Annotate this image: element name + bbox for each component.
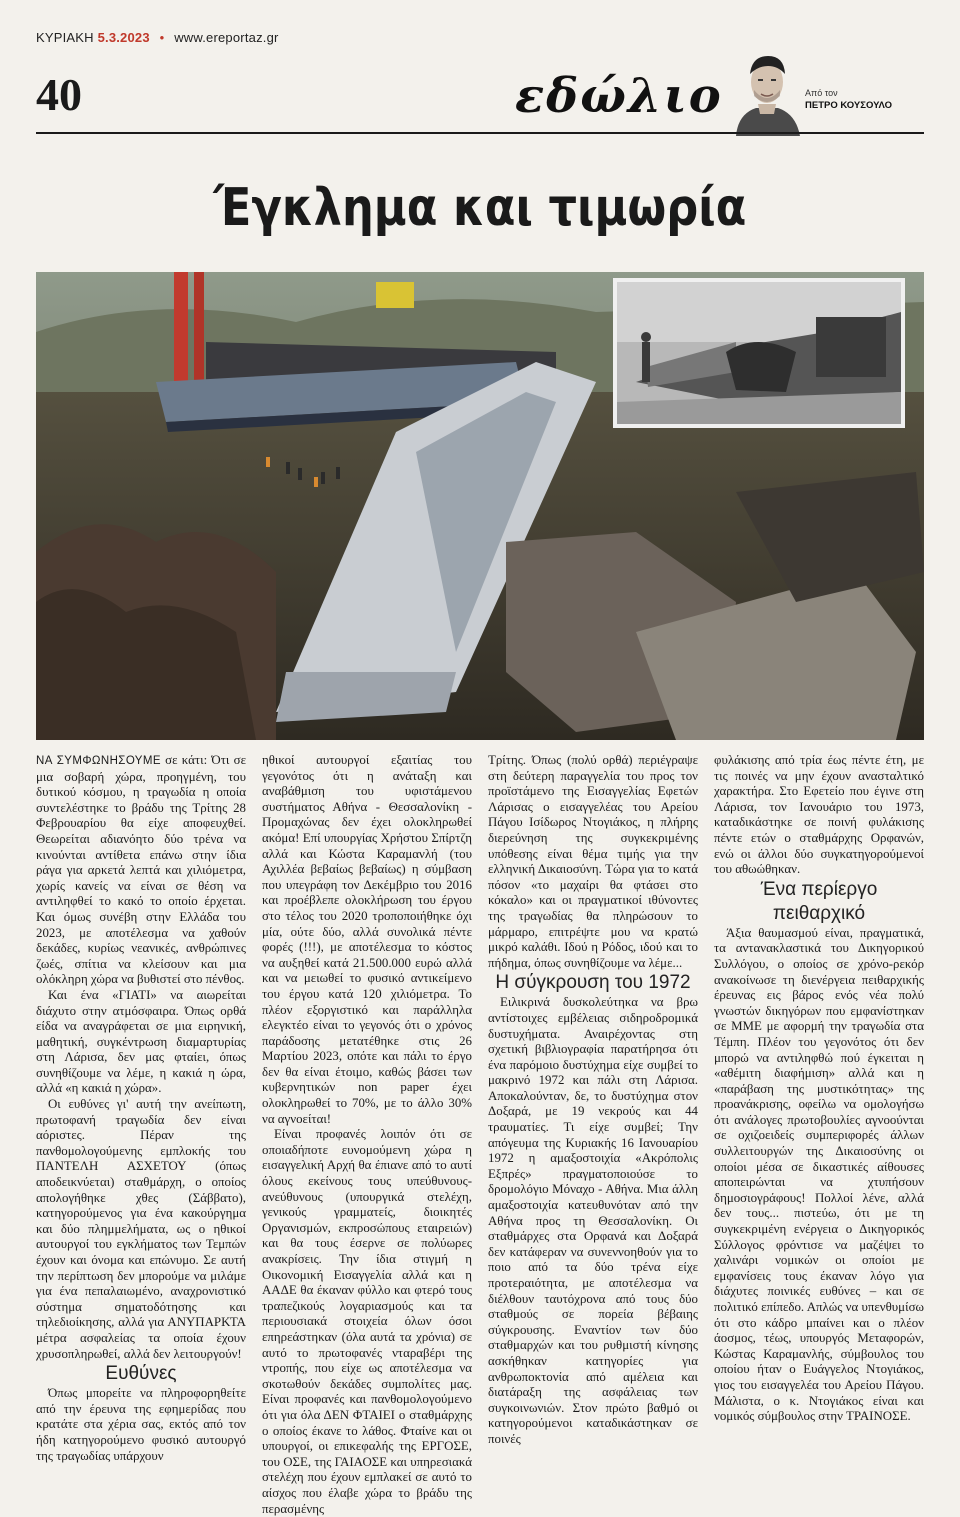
article-headline: Έγκλημα και τιμωρία bbox=[213, 178, 747, 238]
article-column-4 bbox=[714, 753, 924, 1425]
issue-date: 5.3.2023 bbox=[97, 30, 150, 45]
subheading-strange-disciplinary: Ένα περίεργο πειθαρχικό bbox=[760, 878, 878, 924]
1972-crash-inset-photo bbox=[613, 278, 905, 428]
day-label: ΚΥΡΙΑΚΗ bbox=[36, 30, 94, 45]
header-rule bbox=[36, 132, 924, 134]
website-link[interactable]: www.ereportaz.gr bbox=[174, 30, 279, 45]
article-column-3 bbox=[488, 753, 698, 1448]
subheading-responsibilities: Ευθύνες bbox=[105, 1363, 177, 1385]
paragraph: Άξια θαυμασμού είναι, πραγματικά, τα αντανακλαστικά του Δικηγορικού Συλλόγου, ο οποίος σε χρόνο-ρεκόρ ανακοίνωσε τη διενέργεια πειθαρχικής έρευνας εις βάρος ενός νέα πολύ γνωστών δικηγόρων που εμφανίστηκαν σε ΜΜΕ με αφορμή την τραγωδία στα Τέμπη. Πλέον του γεγονότος ότι δεν μπορώ να αντιληφθώ πού έγκειται η «αθέμιτη διαφήμιση» αλλά και η «παράβαση της μυστικότητας» της προανάκρισης, οφείλω να ομολογήσω ότι ανάλογες πρωτοβουλίες αγνοούνται σε οχιζοειδείς συμπεριφορές άλλων συλλειτουργών της Δικαιοσύνης οι οποίοι μέσα σε δικαστικές αίθουσες αποπειρώνται να χτυπήσουν δημοσιογράφους! Πολλοί λένε, αλλά δεν τους... πιστεύω, ότι με τη συγκεκριμένη ενέργεια ο Δικηγορικός Σύλλογος φρόντισε να μαζέψει το χαλινάρι νομικών οι οποίοι με εμφανίσεις τους έκαναν λόγο για διάχυτες ποινικές ευθύνες – και σε πολιτικό επίπεδο. Απλώς να υπενθυμίσω ότι στο κάδρο μπαίνει και ο πλέον άοσμος, τέως, υπουργός Μεταφορών, Κώστας Καραμανλής, σύμβουλος του οποίου ήταν ο Ευάγγελος Ντογιάκος, γιος του εισαγγελέα του Αρείου Πάγου. Μάλιστα, ο κ. Ντογιάκος είναι και νομικός σύμβουλος στην ΤΡΑΙΝΟΣΕ. bbox=[714, 925, 924, 1424]
article-column-1 bbox=[36, 753, 246, 1464]
paragraph: Και ένα «ΓΙΑΤΙ» να αιωρείται διάχυτο στην ατμόσφαιρα. Όπως ορθά είδα να αναγράφεται σε μια ειρηνική, μαθητική, συγκέντρωση διαμαρτυρίας στη Λάρισα, δεν μας φταίει, όπως συνηθίζουμε να λέμε, η κακιά η ώρα, αλλά «η κακιά η χώρα». bbox=[36, 987, 246, 1096]
separator-bullet: • bbox=[159, 30, 165, 45]
masthead-line bbox=[36, 30, 279, 45]
paragraph: ηθικοί αυτουργοί εξαιτίας του γεγονότος ότι η ανάταξη και αναβάθμιση του υφιστάμενου συστήματος Αθήνα - Θεσσαλονίκη - Προμαχώνας δεν έχει ολοκληρωθεί ακόμα! Επί υπουργίας Χρήστου Σπίρτζη αλλά και Κώστα Καραμανλή (του Αχιλλέα βεβαίως βεβαίως) η σύμβαση που υπεγράφη τον Δεκέμβριο του 2016 και προέβλεπε ολοκλήρωση του έργου στο τέλος του 2020 τροποποιήθηκε όχι μία, ούτε δύο, αλλά συνολικά πέντε φορές (!!!), με αποτέλεσμα το κόστος να αυξηθεί κατά 21.500.000 ευρώ αλλά και να μειωθεί το φυσικό αντικείμενο του έργου κατά 120 χιλιόμετρα. Το πλέον εξοργιστικό και παράλληλα ελεγκτέο είναι το γεγονός ότι ο χρόνος παράδοσης μετατέθηκε στις 26 Μαρτίου 2023, οπότε και πάλι το έργο δεν θα είναι έτοιμο, καθώς βάσει των κυβερνητικών non paper έχει ολοκληρωθεί το 70%, με το άλλο 30% να αγνοείται! bbox=[262, 753, 472, 1126]
section-title: εδώλιο bbox=[515, 68, 723, 124]
paragraph: Οι ευθύνες γι' αυτή την ανείπωτη, πρωτοφανή τραγωδία δεν είναι αόριστες. Πέραν της πανθομολογούμενης εμπλοκής του ΠΑΝΤΕΛΗ ΑΣΧΕΤΟΥ (όπως αποδεικνύεται) σταθμάρχη, ο οποίος απολογήθηκε χθες (Σάββατο), κατηγορούμενος για ένα κακούργημα και δύο πλημμελήματα, ως ο ηθικοί αυτουργοί του εγκλήματος των Τεμπών έχουν και όνομα και επώνυμο. Σε αυτή την περίπτωση δεν μπορούμε να μιλάμε για ένα πεπαλαιωμένο, αναχρονιστικό σύστημα σηματοδότησης και τηλεδιοίκησης, αλλά για ΑΝΥΠΑΡΚΤΑ μέτρα ασφαλείας τα οποία έχουν χρυσοπληρωθεί, αλλά δεν λειτουργούν! bbox=[36, 1097, 246, 1361]
paragraph: Τρίτης. Όπως (πολύ ορθά) περιέγραψε στη δεύτερη παραγγελία του προς τον προϊστάμενο της Εισαγγελίας Εφετών Λάρισας ο εισαγγελέας του Αρείου Πάγου Ισίδωρος Ντογιάκος, η πλήρης διερεύνηση της συγκεκριμένης υπόθεσης είναι θέμα τιμής για την ελληνική Δικαιοσύνη. Τώρα για το κατά πόσον «το μαχαίρι θα φτάσει στο κόκαλο» και οι πραγματικοί ιθύνοντες της τραγωδίας θα πληρώσουν το μάρμαρο, επιτρέψτε μου να κρατώ μικρό καλάθι. Ιδού η Ρόδος, ιδού και το πήδημα, όπως συνηθίζουμε να λέμε... bbox=[488, 753, 698, 970]
train-crash-photo bbox=[36, 272, 924, 740]
lead-in-caps: ΝΑ ΣΥΜΦΩΝΗΣΟΥΜΕ bbox=[36, 755, 161, 767]
paragraph: Είναι προφανές λοιπόν ότι σε οποιαδήποτε ευνομούμενη χώρα η εισαγγελική Αρχή θα έπιανε από το αυτί όλους εκείνους τους υπεύθυνους-ανεύθυνους (υπουργικά στελέχη, γενικούς γραμματείς, διοικητές Οργανισμών, εκπροσώπους εταιρειών) και θα τους έσερνε σε πολύωρες ανακρίσεις. Την ίδια στιγμή η Οικονομική Εισαγγελία αλλά και η ΑΑΔΕ θα έκαναν φύλλο και φτερό τους τραπεζικούς λογαριασμούς και τα περιουσιακά στοιχεία όλων όσοι επηρεάστηκαν (όλα αυτά τα χρόνια) σε αυτό το πρωτοφανές νταραβέρι της ντροπής, που είχε ως αποτέλεσμα να σκοτωθούν δεκάδες συμπολίτες μας. Είναι προφανές και πανθομολογούμενο ότι για όλα ΔΕΝ ΦΤΑΙΕΙ ο σταθμάρχης ο οποίος έκανε το λάθος. Φταίνε και οι υπουργοί, οι επικεφαλής της ΕΡΓΟΣΕ, του ΟΣΕ, της ΓΑΙΑΟΣΕ και υπηρεσιακά στελέχη που έχουν εμπλακεί σε αυτό το αίσχος που έλαβε χώρα το βράδυ της περασμένης bbox=[262, 1127, 472, 1516]
author-portrait bbox=[728, 44, 806, 136]
author-byline: Από τον bbox=[805, 88, 838, 98]
paragraph: Όπως μπορείτε να πληροφορηθείτε από την έρευνα της εφημερίδας που κρατάτε στα χέρια σας, εκτός από τον ήδη κατηγορούμενο φυσικό αυτουργό της τραγωδίας υπάρχουν bbox=[36, 1386, 246, 1463]
paragraph: φυλάκισης από τρία έως πέντε έτη, με τις ποινές να μην έχουν ανασταλτικό χαρακτήρα. Στο Εφετείο που έγινε στη Λάρισα, τον Ιανουάριο του 1973, καταδικάστηκε σε ποινή φυλάκισης πέντε ετών ο σταθμάρχης Ορφανών, ενώ οι άλλοι δύο συγκατηγορούμενοί του αθωώθηκαν. bbox=[714, 753, 924, 877]
author-name: ΠΕΤΡΟ ΚΟΥΣΟΥΛΟ bbox=[805, 100, 893, 111]
subheading-1972-collision: Η σύγκρουση του 1972 bbox=[495, 972, 691, 994]
article-column-2 bbox=[262, 753, 472, 1517]
page-number: 40 bbox=[36, 69, 82, 120]
paragraph: ΝΑ ΣΥΜΦΩΝΗΣΟΥΜΕ σε κάτι: Ότι σε μια σοβαρή χώρα, προηγμένη, του δυτικού κόσμου, η τραγωδία η οποία συντελέστηκε το βράδυ της Τρίτης 28 Φεβρουαρίου θα είχε αποφευχθεί. Θεωρείται αδιανόητο δύο τρένα να κινούνται αντίθετα επάνω στην ίδια ράγα για αρκετά λεπτά και χιλιόμετρα, χωρίς κανείς να είναι σε θέση να αντιληφθεί το κακό το οποίο έρχεται. Και όμως συνέβη στην Ελλάδα του 2023, με αποτέλεσμα να χαθούν δεκάδες, κυρίως νεανικές, ανθρώπινες ζωές, σπίτια να κλείσουν και μια ολόκληρη χώρα να βυθιστεί στο πένθος. bbox=[36, 753, 246, 987]
paragraph: Ειλικρινά δυσκολεύτηκα να βρω αντίστοιχες εμβέλειας σιδηροδρομικά δυστυχήματα. Αναιρέχοντας στη σχετική βιβλιογραφία παρατήρησα ότι ένα παρόμοιο δυστύχημα είχε συμβεί το μακρινό 1972 και πάλι στη Λάρισα. Αποκαλούνταν, δε, το δυστύχημα στον Δοξαρά, με 19 νεκρούς και 44 τραυματίες. Τι είχε συμβεί; Την απόγευμα της Κυριακής 16 Ιανουαρίου 1972 η αμαξοστοιχία «Ακρόπολις Εξπρές» πραγματοποιούσε το δρομολόγιο Μόναχο - Αθήνα. Μια άλλη αμαξοστοιχία κατευθυνόταν από την Αθήνα προς τη Θεσσαλονίκη. Οι σταθμάρχες στα Ορφανά και Δοξαρά δεν κατάφεραν να συνεννοηθούν για το ποιο από τα δύο τρένα είχε προτεραιότητα, με αποτέλεσμα να διέλθουν ταυτόχρονα από τους δύο σταθμούς σε πορεία βέβαιης σύγκρουσης. Εναντίον των δύο σταθμαρχών και του ρυθμιστή κίνησης ασκήθηκαν κατηγορίες για ανθρωποκτονία από αμέλεια και διατάραξη της ασφάλειας των συγκοινωνιών. Στον πρώτο βαθμό οι κατηγορούμενοι καταδικάστηκαν σε ποινές bbox=[488, 995, 698, 1446]
